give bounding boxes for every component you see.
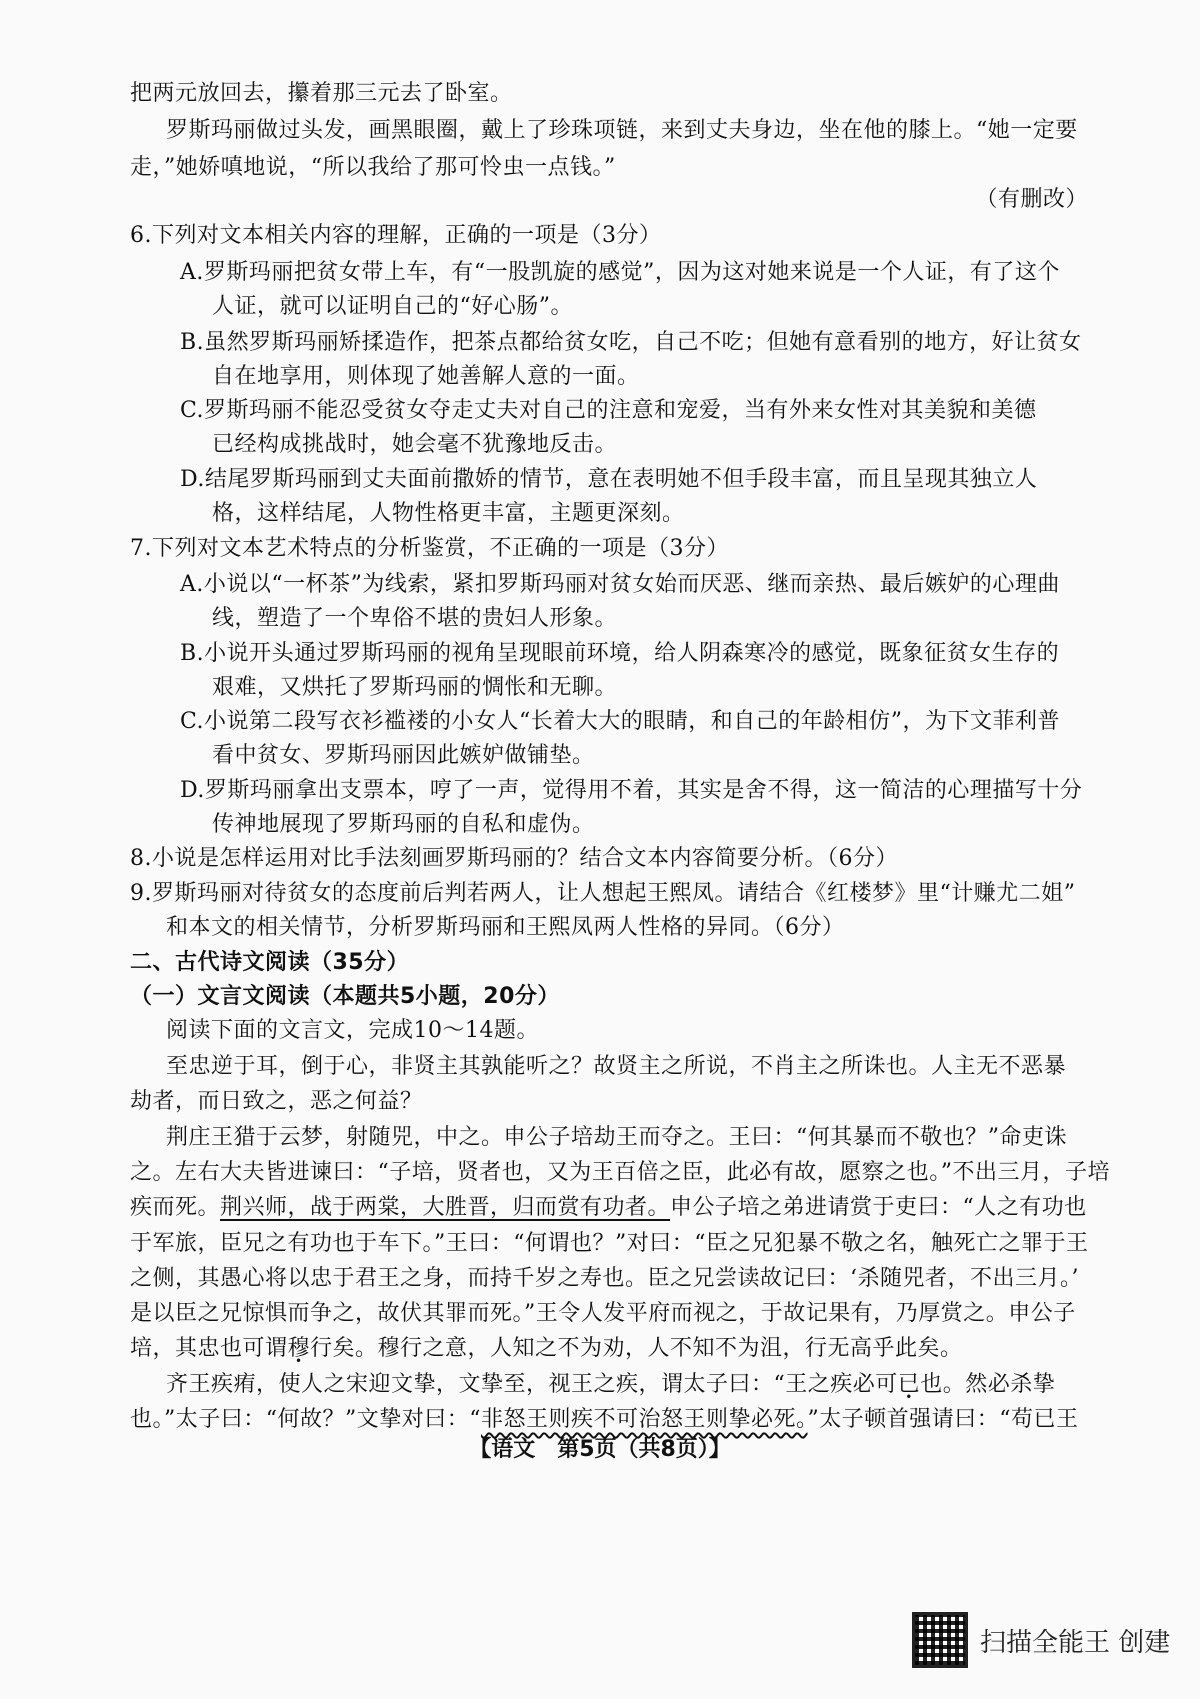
classical-text: 齐王疾痏，使人之宋迎文挚，文挚至，视王之疾，谓太子曰：“王之疾必可 — [166, 1372, 898, 1397]
q7-option-a: A.小说以“一杯茶”为线索，紧扣罗斯玛丽对贫女始而厌恶、继而亲热、最后嫉妒的心理曲 — [180, 572, 1060, 597]
q7-option-b: B.小说开头通过罗斯玛丽的视角呈现眼前环境，给人阴森寒冷的感觉，既象征贫女生存的 — [180, 641, 1060, 666]
q6-option-b: B.虽然罗斯玛丽矫揉造作，把茶点都给贫女吃，自己不吃；但她有意看别的地方，好让贫女 — [180, 330, 1082, 355]
classical-line — [130, 1190, 1090, 1226]
classical-line: 是以臣之兄惊惧而争之，故伏其罪而死。”王令人发平府而视之，于故记果有，乃厚赏之。申公子 — [130, 1301, 1076, 1326]
q6-option-d: D.结尾罗斯玛丽到丈夫面前撒娇的情节，意在表明她不但手段丰富，而且呈现其独立人 — [180, 467, 1038, 492]
watermark-text: 扫描全能王 创建 — [980, 1627, 1171, 1658]
classical-line: 荆庄王猎于云梦，射随兕，中之。申公子培劫王而夺之。王曰：“何其暴而不敬也？”命吏诛 — [166, 1125, 1067, 1150]
classical-text: 也。然必杀挚 — [920, 1372, 1056, 1397]
reading-instruction: 阅读下面的文言文，完成10～14题。 — [166, 1018, 539, 1043]
q7-option-c: C.小说第二段写衣衫褴褛的小女人“长着大大的眼睛，和自己的年龄相仿”，为下文菲利普 — [180, 709, 1061, 734]
classical-line — [130, 1331, 1090, 1367]
q7-option-a-cont: 线，塑造了一个卑俗不堪的贵妇人形象。 — [212, 606, 618, 631]
classical-line: 至忠逆于耳，倒于心，非贤主其孰能听之？故贤主之所说，不肖主之所诛也。人主无不恶暴 — [166, 1054, 1067, 1079]
classical-line — [166, 1367, 1126, 1403]
classical-line: 于军旅，臣兄之有功也于车下。”王曰：“何谓也？”对曰：“臣之兄犯暴不敬之名，触死亡之罪于王 — [130, 1231, 1089, 1256]
passage-line: 把两元放回去，攥着那三元去了卧室。 — [130, 81, 513, 106]
q6-option-a-cont: 人证，就可以证明自己的“好心肠”。 — [212, 294, 573, 319]
classical-text: 也。”太子曰：“何故？”文挚对曰：“ — [130, 1407, 481, 1432]
q7-option-d: D.罗斯玛丽拿出支票本，哼了一声，觉得用不着，其实是舍不得，这一简洁的心理描写十分 — [180, 778, 1083, 803]
subsection-heading: （一）文言文阅读（本题共5小题，20分） — [130, 984, 560, 1009]
question-9-cont: 和本文的相关情节，分析罗斯玛丽和王熙凤两人性格的异同。（6分） — [166, 915, 845, 940]
source-note: （有删改） — [975, 187, 1088, 212]
classical-text: 疾而死。 — [130, 1195, 221, 1220]
classical-text: 申公子培之弟进请赏于吏曰：“人之有功也 — [670, 1195, 1087, 1220]
q6-option-c-cont: 已经构成挑战时，她会毫不犹豫地反击。 — [212, 432, 618, 457]
question-6-stem: 6.下列对文本相关内容的理解，正确的一项是（3分） — [130, 223, 662, 248]
wavy-underlined-sentence: 非怒王则疾不可治怒王则挚必死。 — [481, 1407, 808, 1432]
q6-option-c: C.罗斯玛丽不能忍受贫女夺走丈夫对自己的注意和宠爱，当有外来女性对其美貌和美德 — [180, 398, 1037, 423]
question-8: 8.小说是怎样运用对比手法刻画罗斯玛丽的？结合文本内容简要分析。（6分） — [130, 846, 898, 871]
q7-option-d-cont: 传神地展现了罗斯玛丽的自私和虚伪。 — [212, 812, 595, 837]
classical-line: 之侧，其愚心将以忠于君王之身，而持千岁之寿也。臣之兄尝读故记曰：‘杀随兕者，不出三月。’ — [130, 1266, 1079, 1291]
q6-option-b-cont: 自在地享用，则体现了她善解人意的一面。 — [212, 364, 640, 389]
underlined-sentence: 荆兴师，战于两棠，大胜晋，归而赏有功者。 — [220, 1195, 671, 1220]
section-heading: 二、古代诗文阅读（35分） — [130, 950, 410, 975]
question-7-stem: 7.下列对文本艺术特点的分析鉴赏，不正确的一项是（3分） — [130, 536, 729, 561]
classical-text: 行矣。穆行之意，人知之不为劝，人不知不为沮，行无高乎此矣。 — [310, 1336, 963, 1361]
classical-line: 劫者，而日致之，恶之何益？ — [130, 1089, 423, 1114]
q6-option-a: A.罗斯玛丽把贫女带上车，有“一股凯旋的感觉”，因为这对她来说是一个人证，有了这个 — [180, 260, 1060, 285]
dotted-character: 已 — [897, 1372, 921, 1397]
page-footer: 【语文 第5页（共8页）】 — [469, 1437, 731, 1462]
q7-option-b-cont: 艰难，又烘托了罗斯玛丽的惆怅和无聊。 — [212, 675, 618, 700]
passage-line: 走，”她娇嗔地说，“所以我给了那可怜虫一点钱。” — [130, 155, 616, 180]
q6-option-d-cont: 格，这样结尾，人物性格更丰富，主题更深刻。 — [212, 501, 685, 526]
q7-option-c-cont: 看中贫女、罗斯玛丽因此嫉妒做铺垫。 — [212, 743, 595, 768]
passage-line: 罗斯玛丽做过头发，画黑眼圈，戴上了珍珠项链，来到丈夫身边，坐在他的膝上。“她一定要 — [166, 118, 1078, 143]
qr-code-icon — [912, 1612, 968, 1668]
classical-text: 培，其忠也可谓 — [130, 1336, 288, 1361]
dotted-character: 穆 — [287, 1336, 311, 1361]
classical-text: ”太子顿首强请曰：“苟已王 — [807, 1407, 1079, 1432]
classical-line: 之。左右大夫皆进谏曰：“子培，贤者也，又为王百倍之臣，此必有故，愿察之也。”不出三月，子培 — [130, 1160, 1110, 1185]
scanner-watermark — [912, 1612, 1170, 1668]
question-9: 9.罗斯玛丽对待贫女的态度前后判若两人，让人想起王熙凤。请结合《红楼梦》里“计赚尤二姐” — [130, 881, 1076, 906]
